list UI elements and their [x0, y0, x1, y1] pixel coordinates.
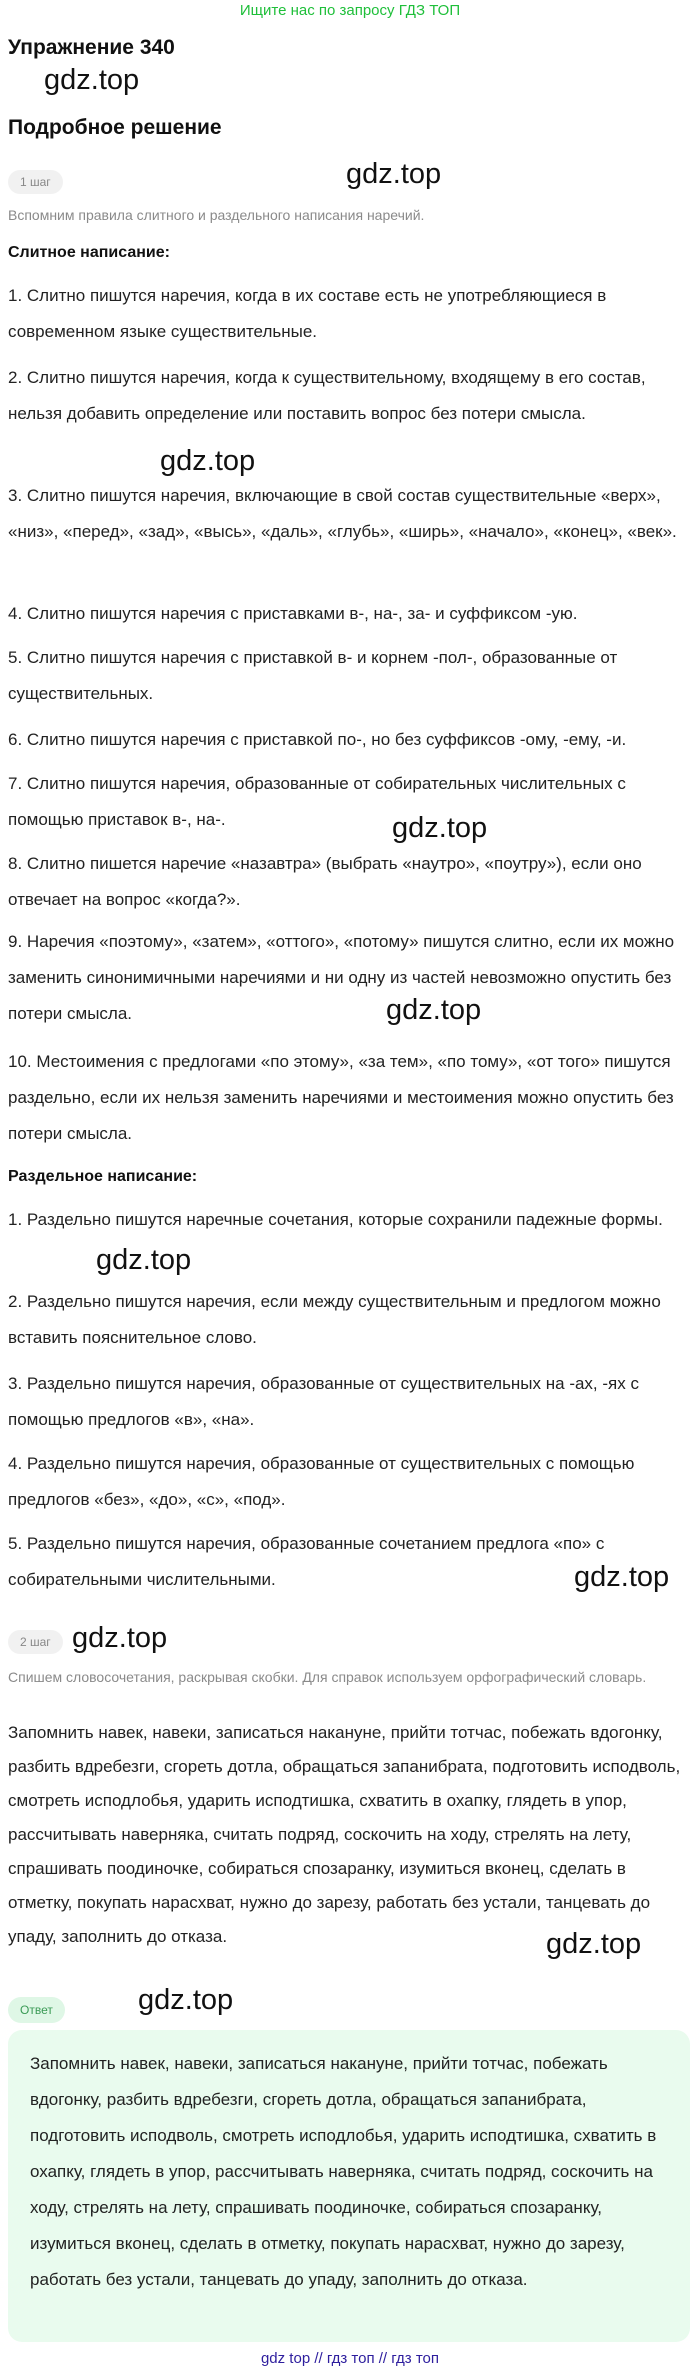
rule-item: 1. Слитно пишутся наречия, когда в их составе есть не употребляющиеся в современном языке существительные. — [8, 286, 607, 341]
answer-badge: Ответ — [8, 1997, 65, 2023]
watermark: gdz.top — [138, 1984, 234, 2016]
rule-item: 7. Слитно пишутся наречия, образованные от собирательных числительных с помощью приставок в-, на-. — [8, 774, 626, 829]
step-badge-2: 2 шаг — [8, 1630, 63, 1654]
rule-item: 9. Наречия «поэтому», «затем», «оттого», «потому» пишутся слитно, если их можно заменить синонимичными наречиями и ни одну из частей невозможно опустить без потери смысла. — [8, 932, 675, 1023]
rule-item: 3. Раздельно пишутся наречия, образованные от существительных на -ах, -ях с помощью предлогов «в», «на». — [8, 1374, 639, 1429]
rule-item: 8. Слитно пишется наречие «назавтра» (выбрать «наутро», «поутру»), если оно отвечает на вопрос «когда?». — [8, 854, 642, 909]
rule-item: 2. Слитно пишутся наречия, когда к существительному, входящему в его состав, нельзя добавить определение или поставить вопрос без потери смысла. — [8, 368, 646, 423]
watermark: gdz.top — [96, 1244, 192, 1276]
exercise-title: Упражнение 340 — [8, 36, 175, 59]
watermark: gdz.top — [386, 994, 482, 1026]
rule-item: 4. Раздельно пишутся наречия, образованные от существительных с помощью предлогов «без», «до», «с», «под». — [8, 1454, 635, 1509]
separate-heading: Раздельное написание: — [8, 1168, 198, 1185]
footer-links[interactable]: gdz top // гдз топ // гдз топ — [260, 2350, 440, 2367]
rule-item: 1. Раздельно пишутся наречные сочетания, которые сохранили падежные формы. — [8, 1210, 663, 1229]
rule-item: 2. Раздельно пишутся наречия, если между существительным и предлогом можно вставить пояснительное слово. — [8, 1292, 661, 1347]
watermark: gdz.top — [72, 1622, 168, 1654]
watermark: gdz.top — [546, 1928, 642, 1960]
rule-item: 10. Местоимения с предлогами «по этому», «за тем», «по тому», «от того» пишутся раздельно, если их нельзя заменить наречиями и местоимения можно опустить без потери смысла. — [8, 1052, 674, 1143]
rule-item: 4. Слитно пишутся наречия с приставками в-, на-, за- и суффиксом -ую. — [8, 604, 578, 623]
watermark: gdz.top — [160, 445, 256, 477]
together-heading: Слитное написание: — [8, 244, 170, 261]
rule-item: 3. Слитно пишутся наречия, включающие в свой состав существительные «верх», «низ», «перед», «зад», «высь», «даль», «глубь», «ширь», «начало», «конец», «век». — [8, 486, 677, 541]
rule-item: 5. Слитно пишутся наречия с приставкой в- и корнем -пол-, образованные от существительных. — [8, 648, 618, 703]
watermark: gdz.top — [392, 812, 488, 844]
answer-text: Запомнить навек, навеки, записаться накануне, прийти тотчас, побежать вдогонку, разбить вдребезги, сгореть дотла, обращаться запанибрата, подготовить исподволь, смотреть исподлобья, ударить исподтишка, схватить в охапку, глядеть в упор, рассчитывать наверняка, считать подряд, соскочить на ходу, стрелять на лету, спрашивать поодиночке, собираться спозаранку, изумиться вконец, сделать в отметку, покупать нарасхват, нужно до зарезу, работать без устали, танцевать до упаду, заполнить до отказа. — [30, 2054, 657, 2289]
step-badge-1: 1 шаг — [8, 170, 63, 194]
solution-heading: Подробное решение — [8, 116, 222, 139]
rule-item: 5. Раздельно пишутся наречия, образованные сочетанием предлога «по» с собирательными числительными. — [8, 1534, 605, 1589]
watermark: gdz.top — [44, 64, 140, 96]
step-note: Вспомним правила слитного и раздельного написания наречий. — [8, 207, 425, 223]
answer-text: Запомнить навек, навеки, записаться накануне, прийти тотчас, побежать вдогонку, разбить вдребезги, сгореть дотла, обращаться запанибрата, подготовить исподволь, смотреть исподлобья, ударить исподтишка, схватить в охапку, глядеть в упор, рассчитывать наверняка, считать подряд, соскочить на ходу, стрелять на лету, спрашивать поодиночке, собираться спозаранку, изумиться вконец, сделать в отметку, покупать нарасхват, нужно до зарезу, работать без устали, танцевать до упаду, заполнить до отказа. — [8, 1723, 681, 1946]
rule-item: 6. Слитно пишутся наречия с приставкой по-, но без суффиксов -ому, -ему, -и. — [8, 730, 627, 749]
watermark: gdz.top — [574, 1561, 670, 1593]
step-note: Спишем словосочетания, раскрывая скобки. Для справок используем орфографический словарь. — [8, 1669, 647, 1685]
search-hint-banner: Ищите нас по запросу ГДЗ ТОП — [239, 2, 461, 19]
watermark: gdz.top — [346, 158, 442, 190]
